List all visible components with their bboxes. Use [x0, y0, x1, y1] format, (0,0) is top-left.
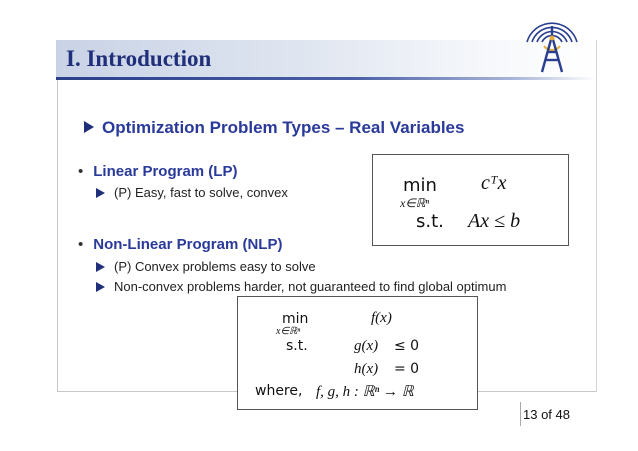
lp-st: s.t.: [416, 211, 444, 232]
lp-min: min: [403, 175, 437, 196]
bullet-dot-icon: •: [78, 163, 84, 180]
nlp-h-lhs: h(x): [354, 361, 379, 377]
nlp-min-subscript: x∈ℝⁿ: [276, 326, 301, 337]
radio-tower-logo-icon: [520, 12, 584, 76]
sub-bullet-nlp-convex: (P) Convex problems easy to solve: [96, 259, 316, 274]
page-number-divider: [520, 402, 521, 426]
nlp-formulation-box: [237, 296, 478, 410]
frame-left-line: [57, 80, 58, 392]
lp-formulation-box: [372, 154, 569, 246]
triangle-bullet-icon: [96, 188, 105, 198]
sub-bullet-nlp-nonconvex: Non-convex problems harder, not guaranteed to find global optimum: [96, 279, 506, 294]
nlp-min: min: [282, 311, 309, 327]
nlp-where-expr: f, g, h : ℝⁿ → ℝ: [316, 384, 414, 400]
lp-constraint: Ax ≤ b: [468, 210, 521, 232]
nlp-where: where,: [255, 383, 303, 399]
triangle-bullet-icon: [84, 121, 94, 133]
bullet-lp: • Linear Program (LP): [78, 163, 238, 180]
nlp-objective: f(x): [371, 310, 392, 326]
page-title: I. Introduction: [66, 46, 212, 71]
triangle-bullet-icon: [96, 282, 105, 292]
sub-bullet-lp-easy: (P) Easy, fast to solve, convex: [96, 185, 288, 200]
page-number: 13 of 48: [523, 407, 570, 422]
nlp-g-lhs: g(x): [354, 338, 379, 354]
header-rule: [56, 77, 596, 80]
lp-objective: cᵀx: [481, 172, 507, 194]
nlp-g-rhs: ≤ 0: [394, 338, 420, 354]
bullet-dot-icon: •: [78, 236, 84, 253]
section-heading: Optimization Problem Types – Real Variables: [84, 118, 464, 138]
bullet-nlp: • Non-Linear Program (NLP): [78, 236, 283, 253]
nlp-h-rhs: = 0: [394, 361, 420, 377]
lp-min-subscript: x∈ℝⁿ: [400, 196, 430, 210]
frame-right-line: [596, 40, 597, 392]
triangle-bullet-icon: [96, 262, 105, 272]
nlp-st: s.t.: [286, 338, 308, 354]
